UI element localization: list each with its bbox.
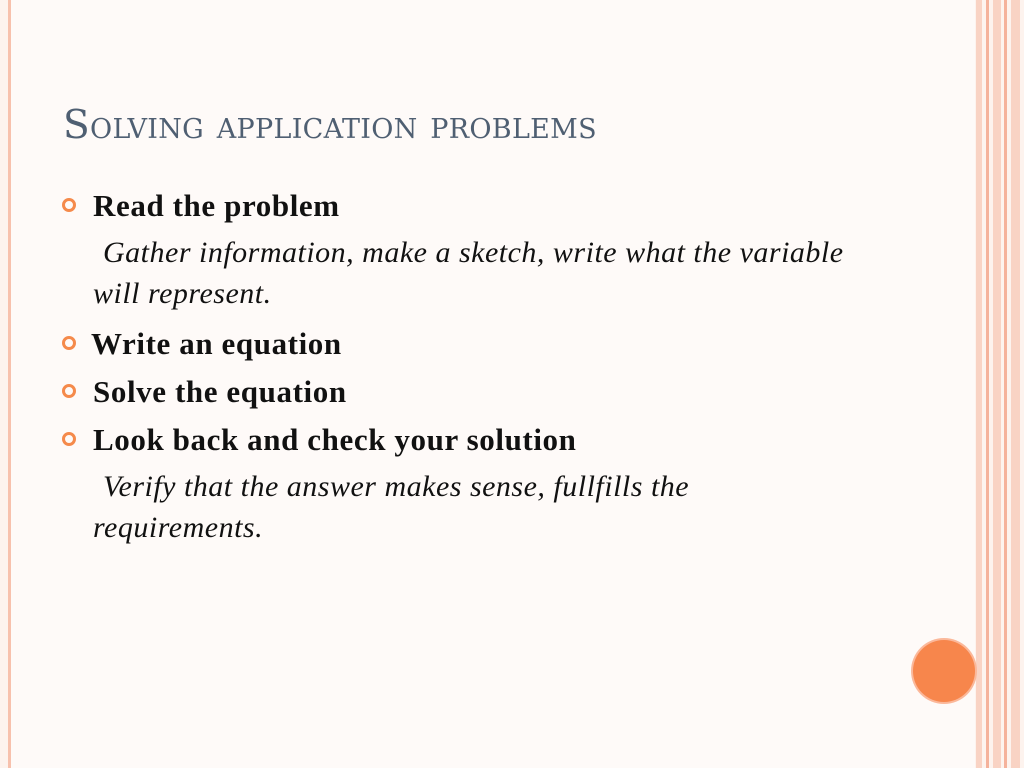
bullet-detail-text: Gather information, make a sketch, write what the variable will represent. <box>93 236 844 310</box>
right-stripe <box>993 0 1001 768</box>
right-stripe <box>976 0 982 768</box>
right-stripe <box>986 0 989 768</box>
right-stripe <box>1011 0 1020 768</box>
bullet-list <box>62 186 882 558</box>
ring-bullet-icon <box>62 198 76 212</box>
bullet-detail <box>62 466 853 548</box>
bullet-item <box>62 324 882 364</box>
bullet-label: Write an equation <box>91 326 342 361</box>
orange-circle-icon <box>913 640 975 702</box>
ring-bullet-icon <box>62 384 76 398</box>
bullet-label: Solve the equation <box>93 374 347 409</box>
bullet-item <box>62 420 882 460</box>
right-stripe <box>1004 0 1007 768</box>
bullet-item <box>62 372 882 412</box>
bullet-item <box>62 186 882 226</box>
bullet-detail-text: Verify that the answer makes sense, fullfills the requirements. <box>93 470 690 544</box>
bullet-detail <box>62 232 853 314</box>
slide-title: Solving application problems <box>63 103 597 148</box>
bullet-label: Look back and check your solution <box>93 422 577 457</box>
ring-bullet-icon <box>62 432 76 446</box>
ring-bullet-icon <box>62 336 76 350</box>
bullet-label: Read the problem <box>93 188 340 223</box>
